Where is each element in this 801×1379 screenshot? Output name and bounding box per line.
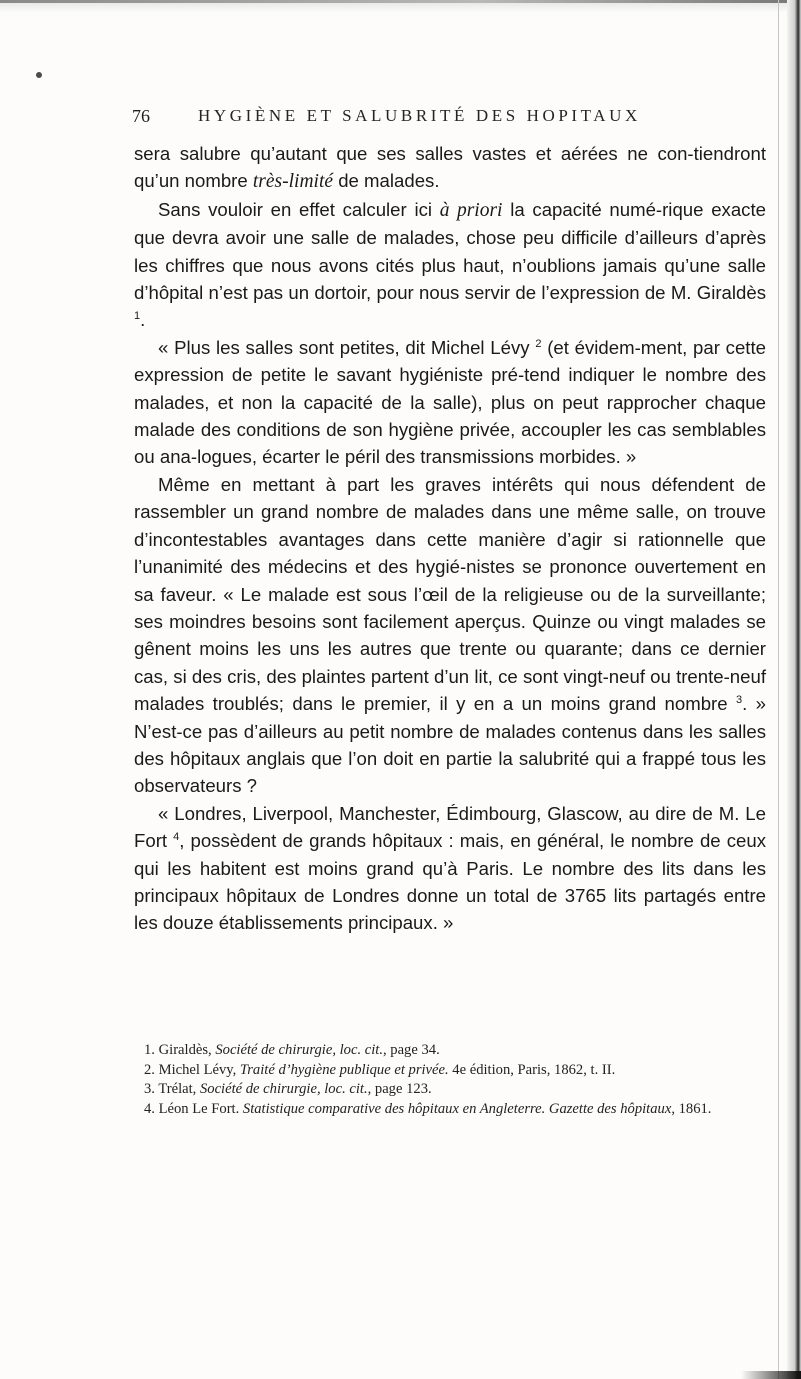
italic-run: Société de chirurgie, loc. cit.: [199, 1081, 368, 1097]
footnote-ref-3: 3: [735, 694, 743, 707]
scan-bottom-corner: [741, 1371, 801, 1379]
running-head: HYGIÈNE ET SALUBRITÉ DES HOPITAUX: [198, 106, 641, 125]
text-run: Michel Lévy,: [154, 1061, 240, 1078]
paragraph-3: [134, 334, 766, 471]
text-run: Léon Le Fort.: [154, 1100, 243, 1117]
text-run: .: [140, 309, 146, 331]
paragraph-5: [134, 800, 766, 937]
footnote-number: 3.: [144, 1081, 155, 1097]
scan-top-shadow: [0, 3, 801, 13]
paragraph-2: [134, 196, 766, 334]
page-number: 76: [132, 106, 150, 126]
text-run: Giraldès,: [154, 1042, 216, 1058]
footnote: [134, 1041, 766, 1061]
text-run: Sans vouloir en effet calculer ici: [158, 198, 440, 220]
paragraph-4: [134, 471, 766, 800]
footnote-ref-1: 1: [134, 310, 141, 323]
italic-run: Statistique comparative des hôpitaux en Angleterre. Gazette des hôpitaux: [242, 1100, 672, 1117]
paragraph-1: [134, 140, 766, 196]
footnote-ref-4: 4: [173, 831, 180, 844]
text-run: , page 34.: [382, 1042, 440, 1058]
footnote: [134, 1080, 766, 1100]
text-run: . » N’est-ce pas d’ailleurs au petit nombre de malades contenus dans les salles des hôpitaux anglais que l’on doit en partie la salubrité qui a frappé tous les observateurs ?: [134, 693, 766, 797]
page-header: [132, 100, 770, 128]
footnotes: [134, 1041, 766, 1119]
text-run: de malades.: [333, 170, 440, 192]
body-text: [134, 140, 766, 937]
scan-right-edge: [787, 0, 801, 1379]
footnote: [134, 1061, 766, 1081]
text-run: 4e édition, Paris, 1862, t. II.: [448, 1061, 616, 1078]
italic-run: très-limité: [252, 171, 334, 193]
text-run: , 1861.: [671, 1100, 712, 1117]
text-run: « Plus les salles sont petites, dit Michel Lévy: [158, 336, 536, 358]
text-run: la capacité numé-rique exacte que devra avoir une salle de malades, chose peu difficile d’ailleurs d’après les chiffres que nous avons cités plus haut, n’oublions jamais qu’une salle d’hôpital n’est pas un dortoir, pour nous servir de l’expression de M. Giraldès: [134, 198, 766, 304]
text-run: (et évidem-ment, par cette expression de petite le savant hygiéniste pré-tend indiquer le nombre des malades, et non la capacité de la salle), plus on peut rapprocher chaque malade des conditions de son hygiène privée, accoupler les cas semblables ou ana-logues, écarter le péril des transmissions morbides. »: [134, 336, 766, 468]
footnote-number: 1.: [144, 1042, 155, 1058]
footnote: [134, 1100, 766, 1120]
text-run: « Londres, Liverpool, Manchester, Édimbourg, Glascow, au dire de M. Le Fort: [134, 802, 766, 852]
text-run: Trélat,: [154, 1081, 200, 1097]
footnote-number: 2.: [144, 1061, 155, 1078]
margin-dot: [36, 72, 42, 78]
text-run: sera salubre qu’autant que ses salles vastes et aérées ne con-tiendront qu’un nombre: [134, 143, 766, 192]
italic-run: Traité d’hygiène publique et privée.: [239, 1061, 449, 1078]
text-run: Même en mettant à part les graves intérêts qui nous défendent de rassembler un grand nombre de malades dans une même salle, on trouve d’incontestables avantages dans cette manière d’agir si rationnelle que l’unanimité des médecins et des hygié-nistes se prononce ouvertement en sa faveur. « Le malade est sous l’œil de la religieuse ou de la surveillante; ses moindres besoins sont facilement aperçus. Quinze ou vingt malades se gênent moins les uns les autres que trente ou quarante; dans ce dernier cas, si des cris, des plaintes partent d’un lit, ce sont vingt-neuf ou trente-neuf malades troublés; dans le premier, il y en a un moins grand nombre: [134, 473, 766, 715]
italic-run: Société de chirurgie, loc. cit.: [215, 1042, 383, 1058]
scan-right-crease: [778, 0, 779, 1379]
italic-run: à priori: [439, 199, 503, 221]
text-run: , possèdent de grands hôpitaux : mais, en général, le nombre de ceux qui les habitent est moins grand qu’à Paris. Le nombre des lits dans les principaux hôpitaux de Londres donne un total de 3765 lits partagés entre les douze établissements principaux. »: [134, 830, 766, 934]
text-run: , page 123.: [367, 1081, 432, 1097]
footnote-number: 4.: [144, 1100, 155, 1117]
footnote-ref-2: 2: [535, 337, 542, 350]
